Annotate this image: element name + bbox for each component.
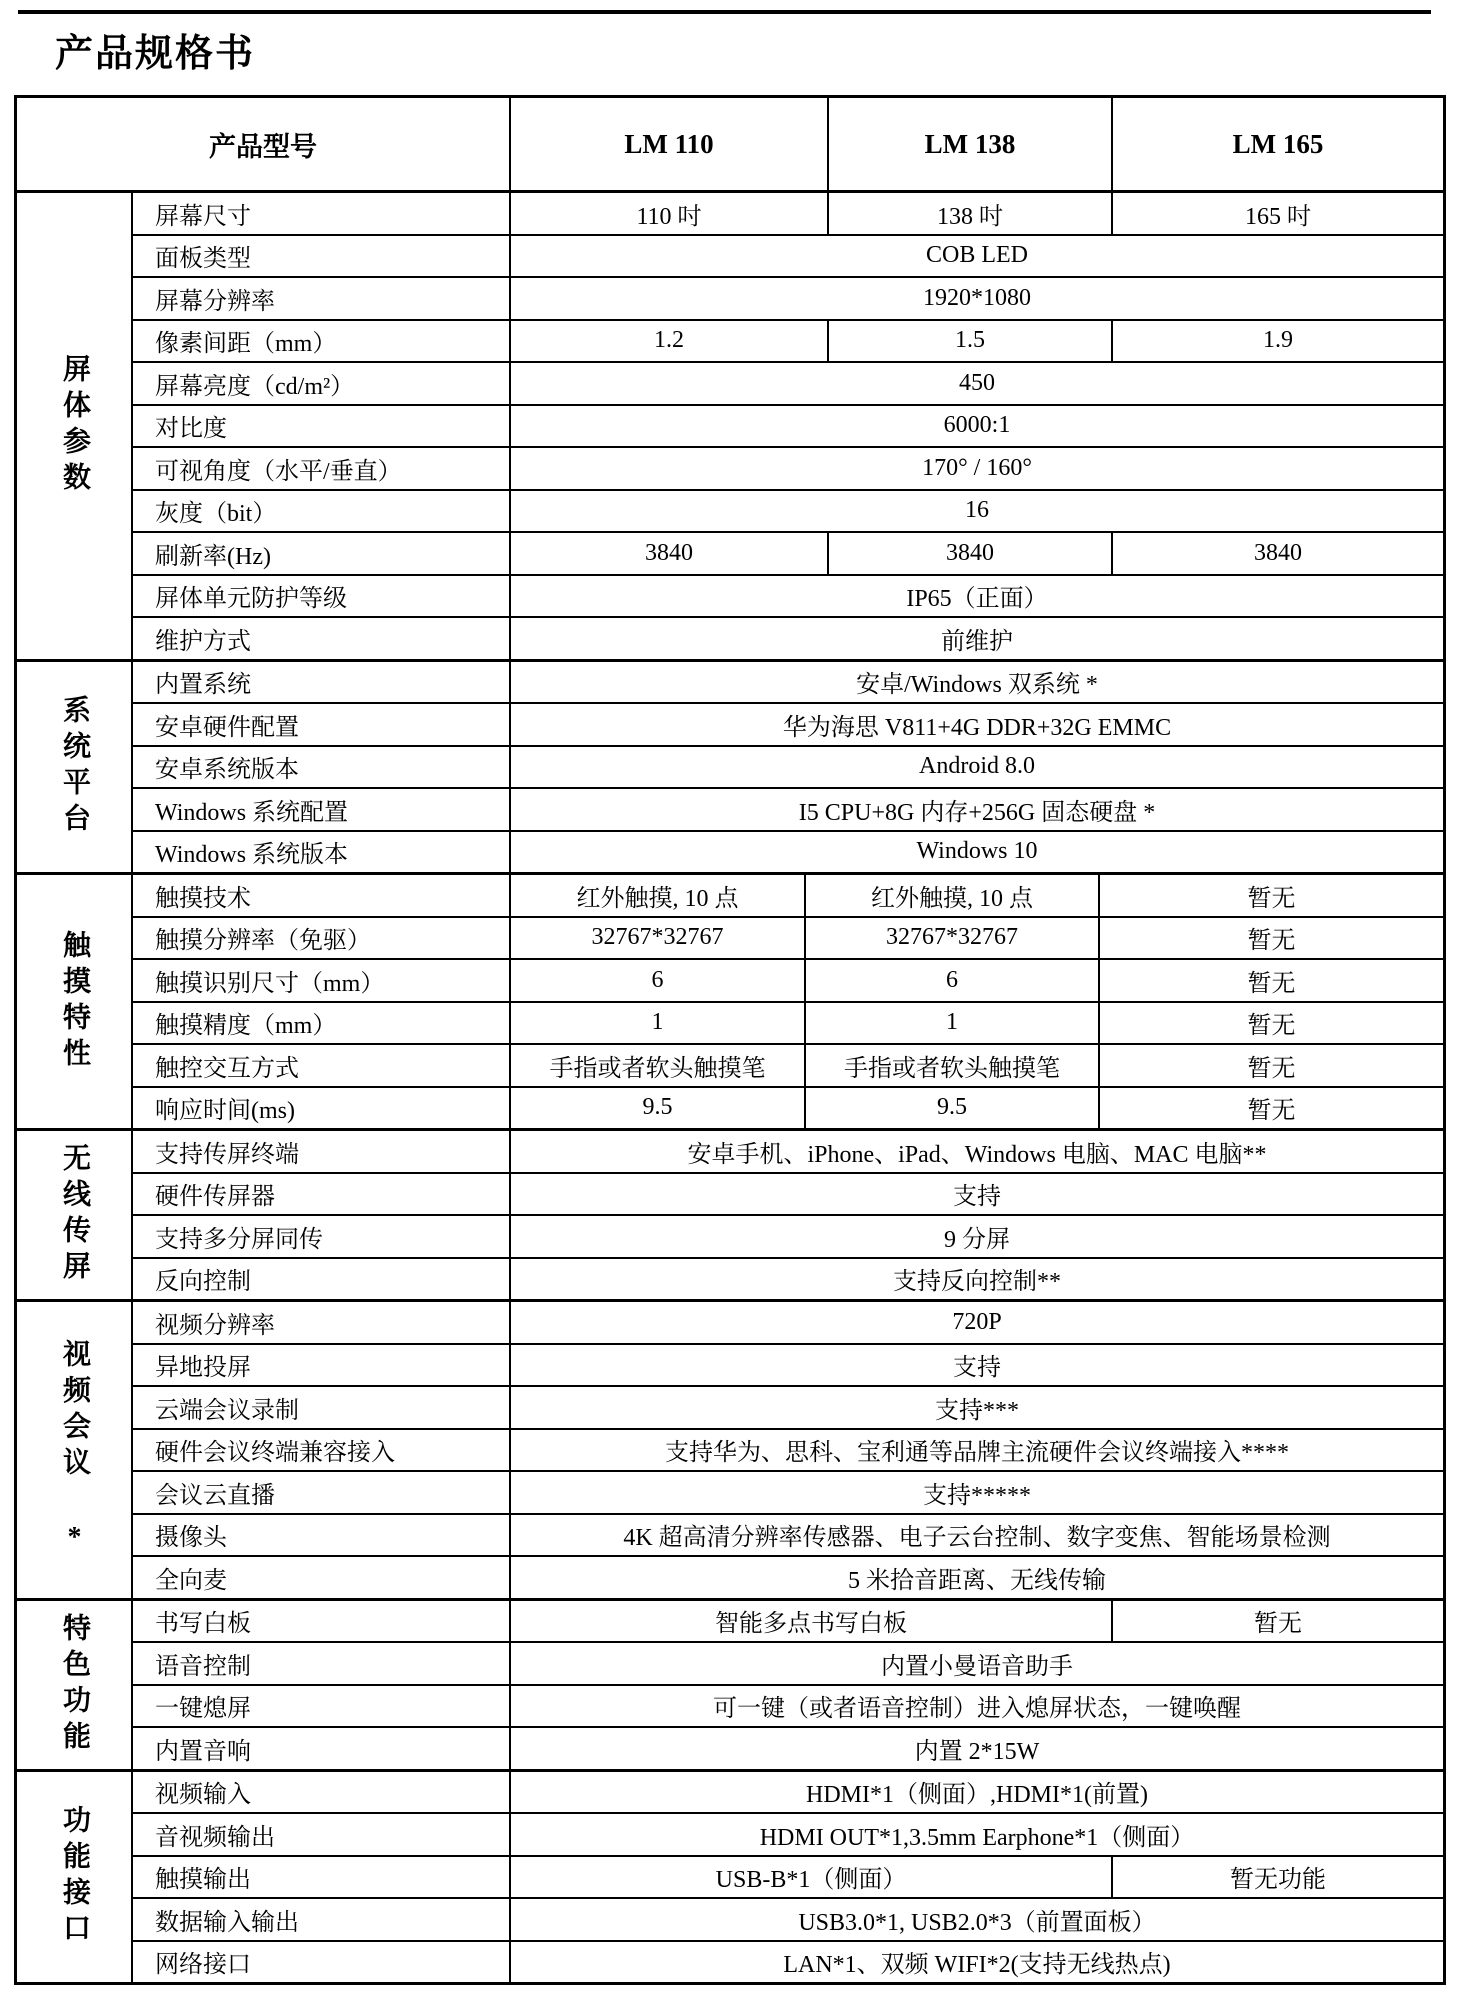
spec-value: 720P (509, 1302, 1443, 1343)
spec-row (133, 1557, 1443, 1598)
spec-value: 手指或者软头触摸笔 (804, 1045, 1098, 1086)
spec-label: 数据输入输出 (155, 1909, 299, 1936)
spec-value: 1 (509, 1003, 804, 1044)
spec-value: 170° / 160° (509, 448, 1443, 489)
section-screen (17, 193, 1443, 662)
spec-value: 6 (804, 960, 1098, 1001)
spec-value: Android 8.0 (509, 747, 1443, 788)
spec-row (133, 1728, 1443, 1769)
spec-label: 灰度（bit） (155, 501, 277, 528)
spec-label: 像素间距（mm） (155, 331, 337, 358)
spec-value: 支持 (509, 1174, 1443, 1215)
spec-value: 暂无 (1098, 960, 1443, 1001)
spec-value: 华为海思 V811+4G DDR+32G EMMC (509, 704, 1443, 745)
spec-row (133, 875, 1443, 918)
spec-value: 可一键（或者语音控制）进入熄屏状态，一键唤醒 (509, 1686, 1443, 1727)
spec-value: 1.9 (1111, 321, 1443, 362)
spec-row (133, 1216, 1443, 1259)
spec-table-body (17, 193, 1443, 1982)
spec-label: 支持传屏终端 (155, 1141, 299, 1168)
spec-row (133, 832, 1443, 873)
spec-value: 安卓手机、iPhone、iPad、Windows 电脑、MAC 电脑** (509, 1131, 1443, 1172)
spec-row (133, 1686, 1443, 1729)
spec-value: 暂无功能 (1111, 1857, 1443, 1898)
spec-value: 支持*** (509, 1387, 1443, 1428)
section-rows (131, 1302, 1443, 1598)
spec-label: Windows 系统配置 (155, 799, 349, 826)
spec-value: 9.5 (804, 1088, 1098, 1129)
spec-label: 硬件传屏器 (155, 1184, 275, 1211)
spec-label: 网络接口 (155, 1952, 251, 1979)
table-header-row (17, 98, 1443, 193)
group-label-screen: 屏体参数 (59, 353, 90, 498)
section-rows (131, 1131, 1443, 1299)
spec-value: 138 吋 (827, 193, 1111, 234)
spec-row (133, 236, 1443, 279)
spec-value: USB-B*1（侧面） (509, 1857, 1111, 1898)
spec-label: 会议云直播 (155, 1482, 275, 1509)
spec-row (133, 321, 1443, 364)
header-rule (18, 10, 1431, 14)
spec-value: 165 吋 (1111, 193, 1443, 234)
header-model-lm165: LM 165 (1111, 98, 1443, 190)
spec-row (133, 918, 1443, 961)
spec-label: 摄像头 (155, 1525, 227, 1552)
spec-value: 1.5 (827, 321, 1111, 362)
group-label-system: 系统平台 (59, 694, 90, 839)
spec-label: 音视频输出 (155, 1824, 275, 1851)
spec-label: 触摸识别尺寸（mm） (155, 970, 385, 997)
group-label-ports: 功能接口 (59, 1804, 90, 1949)
spec-value: 6 (509, 960, 804, 1001)
page-title: 产品规格书 (55, 33, 256, 75)
group-label-wireless: 无线传屏 (59, 1143, 90, 1287)
spec-row (133, 448, 1443, 491)
section-rows (131, 1601, 1443, 1769)
spec-label: 异地投屏 (155, 1355, 251, 1382)
spec-row (133, 278, 1443, 321)
spec-value: 3840 (1111, 533, 1443, 574)
spec-label: 触摸分辨率（免驱） (155, 928, 371, 955)
spec-value: 暂无 (1098, 1045, 1443, 1086)
spec-value: 110 吋 (509, 193, 827, 234)
section-system (17, 662, 1443, 876)
spec-row (133, 1814, 1443, 1857)
spec-row (133, 193, 1443, 236)
spec-label: 视频输入 (155, 1782, 251, 1809)
header-model-lm110: LM 110 (509, 98, 827, 190)
spec-value: 6000:1 (509, 406, 1443, 447)
spec-row (133, 704, 1443, 747)
spec-value: HDMI OUT*1,3.5mm Earphone*1（侧面） (509, 1814, 1443, 1855)
spec-label: 触摸精度（mm） (155, 1013, 337, 1040)
spec-value: 红外触摸, 10 点 (804, 875, 1098, 916)
section-touch (17, 875, 1443, 1131)
spec-value: LAN*1、双频 WIFI*2(支持无线热点) (509, 1942, 1443, 1983)
spec-label: 内置系统 (155, 672, 251, 699)
spec-value: IP65（正面） (509, 576, 1443, 617)
spec-label: 支持多分屏同传 (155, 1226, 323, 1253)
spec-label: 视频分辨率 (155, 1312, 275, 1339)
spec-value: 暂无 (1098, 1088, 1443, 1129)
spec-value: USB3.0*1, USB2.0*3（前置面板） (509, 1899, 1443, 1940)
spec-row (133, 1772, 1443, 1815)
section-wireless (17, 1131, 1443, 1302)
spec-row (133, 363, 1443, 406)
section-rows (131, 193, 1443, 659)
spec-label: 对比度 (155, 416, 227, 443)
spec-row (133, 491, 1443, 534)
section-rows (131, 1772, 1443, 1983)
spec-row (133, 533, 1443, 576)
spec-label: 面板类型 (155, 246, 251, 273)
spec-label: 响应时间(ms) (155, 1098, 295, 1125)
spec-value: 支持华为、思科、宝利通等品牌主流硬件会议终端接入**** (509, 1430, 1443, 1471)
spec-value: I5 CPU+8G 内存+256G 固态硬盘 * (509, 789, 1443, 830)
spec-value: 智能多点书写白板 (509, 1601, 1111, 1642)
spec-value: 暂无 (1098, 1003, 1443, 1044)
spec-value: 安卓/Windows 双系统 * (509, 662, 1443, 703)
spec-table (14, 95, 1446, 1985)
spec-row (133, 1601, 1443, 1644)
spec-row (133, 1515, 1443, 1558)
spec-value: 4K 超高清分辨率传感器、电子云台控制、数字变焦、智能场景检测 (509, 1515, 1443, 1556)
spec-row (133, 662, 1443, 705)
spec-row (133, 1302, 1443, 1345)
spec-value: 手指或者软头触摸笔 (509, 1045, 804, 1086)
spec-value: 9.5 (509, 1088, 804, 1129)
spec-label: 可视角度（水平/垂直） (155, 458, 402, 485)
spec-label: 触控交互方式 (155, 1055, 299, 1082)
spec-row (133, 1472, 1443, 1515)
header-model-lm138: LM 138 (827, 98, 1111, 190)
spec-row (133, 618, 1443, 659)
spec-value: 1.2 (509, 321, 827, 362)
spec-value: 前维护 (509, 618, 1443, 659)
spec-label: 屏幕亮度（cd/m²） (155, 373, 355, 400)
spec-label: 安卓系统版本 (155, 757, 299, 784)
spec-label: 屏幕尺寸 (155, 203, 251, 230)
spec-label: 反向控制 (155, 1269, 251, 1296)
spec-row (133, 1430, 1443, 1473)
spec-label: 语音控制 (155, 1653, 251, 1680)
group-label-touch: 触摸特性 (59, 929, 90, 1074)
spec-row (133, 1131, 1443, 1174)
spec-label: 内置音响 (155, 1738, 251, 1765)
spec-value: 16 (509, 491, 1443, 532)
spec-label: 全向麦 (155, 1567, 227, 1594)
spec-row (133, 1088, 1443, 1129)
spec-value: 1 (804, 1003, 1098, 1044)
spec-label: 安卓硬件配置 (155, 714, 299, 741)
spec-value: 3840 (509, 533, 827, 574)
spec-value: 支持***** (509, 1472, 1443, 1513)
spec-row (133, 960, 1443, 1003)
spec-label: 书写白板 (155, 1611, 251, 1638)
spec-row (133, 406, 1443, 449)
spec-row (133, 1942, 1443, 1983)
spec-label: 一键熄屏 (155, 1696, 251, 1723)
spec-row (133, 1857, 1443, 1900)
spec-value: 内置小曼语音助手 (509, 1643, 1443, 1684)
spec-label: 维护方式 (155, 628, 251, 655)
spec-row (133, 576, 1443, 619)
group-label-video: 视频会议 * (59, 1338, 90, 1561)
spec-value: 暂无 (1098, 875, 1443, 916)
spec-label: 刷新率(Hz) (155, 543, 271, 570)
spec-value: HDMI*1（侧面）,HDMI*1(前置) (509, 1772, 1443, 1813)
spec-row (133, 1387, 1443, 1430)
spec-row (133, 1899, 1443, 1942)
spec-value: 3840 (827, 533, 1111, 574)
spec-value: 1920*1080 (509, 278, 1443, 319)
spec-row (133, 747, 1443, 790)
spec-value: 暂无 (1111, 1601, 1443, 1642)
spec-label: 触摸输出 (155, 1867, 251, 1894)
group-label-features: 特色功能 (59, 1612, 90, 1757)
spec-row (133, 1174, 1443, 1217)
spec-label: 屏幕分辨率 (155, 288, 275, 315)
spec-value: 支持 (509, 1345, 1443, 1386)
spec-value: 内置 2*15W (509, 1728, 1443, 1769)
spec-label: Windows 系统版本 (155, 842, 349, 869)
spec-value: 32767*32767 (509, 918, 804, 959)
spec-row (133, 1003, 1443, 1046)
spec-value: 450 (509, 363, 1443, 404)
section-features (17, 1601, 1443, 1772)
spec-label: 硬件会议终端兼容接入 (155, 1440, 395, 1467)
section-video (17, 1302, 1443, 1601)
spec-value: 5 米拾音距离、无线传输 (509, 1557, 1443, 1598)
spec-row (133, 1643, 1443, 1686)
spec-label: 触摸技术 (155, 885, 251, 912)
spec-value: COB LED (509, 236, 1443, 277)
spec-label: 屏体单元防护等级 (155, 586, 347, 613)
spec-value: 暂无 (1098, 918, 1443, 959)
section-rows (131, 662, 1443, 873)
spec-value: 支持反向控制** (509, 1259, 1443, 1300)
spec-value: 32767*32767 (804, 918, 1098, 959)
header-product-model-label: 产品型号 (209, 131, 317, 162)
spec-row (133, 1345, 1443, 1388)
spec-value: Windows 10 (509, 832, 1443, 873)
spec-label: 云端会议录制 (155, 1397, 299, 1424)
spec-value: 9 分屏 (509, 1216, 1443, 1257)
spec-row (133, 1259, 1443, 1300)
section-rows (131, 875, 1443, 1128)
spec-value: 红外触摸, 10 点 (509, 875, 804, 916)
section-ports (17, 1772, 1443, 1983)
spec-row (133, 1045, 1443, 1088)
spec-row (133, 789, 1443, 832)
